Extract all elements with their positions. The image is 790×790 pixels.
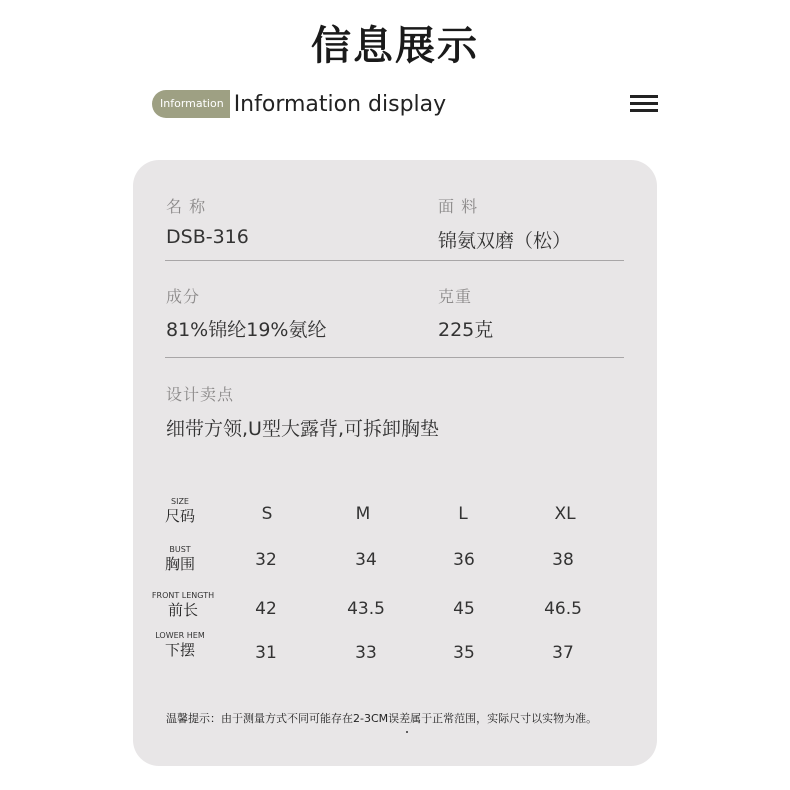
size-cell: 37	[552, 643, 574, 663]
size-cell: L	[458, 504, 468, 524]
composition-label: 成分	[166, 287, 201, 306]
divider	[165, 357, 624, 358]
size-cell: 31	[255, 643, 277, 663]
size-cell: XL	[554, 504, 576, 524]
size-cell: 35	[453, 643, 475, 663]
row-header-size: SIZE 尺码	[164, 497, 195, 525]
selling-points-value: 细带方领,U型大露背,可拆卸胸垫	[166, 418, 439, 440]
section-header	[152, 89, 446, 119]
info-card	[133, 160, 657, 766]
selling-points-label: 设计卖点	[166, 385, 235, 404]
row-header-bust: BUST 胸围	[164, 545, 195, 573]
hamburger-menu-icon[interactable]	[630, 95, 658, 113]
size-cell: 33	[355, 643, 377, 663]
measurement-note: 温馨提示：由于测量方式不同可能存在2-3CM误差属于正常范围，实际尺寸以实物为准。	[166, 712, 598, 725]
name-value: DSB-316	[166, 226, 249, 248]
row-header-front-length: FRONT LENGTH 前长	[151, 591, 215, 619]
size-cell: 42	[255, 599, 277, 619]
weight-label: 克重	[438, 287, 473, 306]
size-cell: S	[261, 504, 273, 524]
divider	[165, 260, 624, 261]
size-cell: 36	[453, 550, 475, 570]
weight-value: 225克	[438, 319, 494, 341]
size-cell: 38	[552, 550, 574, 570]
page-title: 信息展示	[311, 23, 479, 69]
composition-value: 81%锦纶19%氨纶	[166, 319, 327, 341]
size-cell: 43.5	[347, 599, 385, 619]
size-cell: 32	[255, 550, 277, 570]
size-cell: M	[355, 504, 371, 524]
section-title: Information display	[233, 91, 447, 117]
section-pill: Information	[152, 90, 230, 118]
row-header-lower-hem: LOWER HEM 下摆	[155, 631, 205, 659]
size-cell: 45	[453, 599, 475, 619]
fabric-label: 面 料	[438, 197, 479, 216]
size-cell: 46.5	[544, 599, 582, 619]
size-cell: 34	[355, 550, 377, 570]
name-label: 名 称	[166, 197, 207, 216]
fabric-value: 锦氨双磨（松）	[438, 230, 572, 252]
dot-marker	[406, 731, 408, 733]
